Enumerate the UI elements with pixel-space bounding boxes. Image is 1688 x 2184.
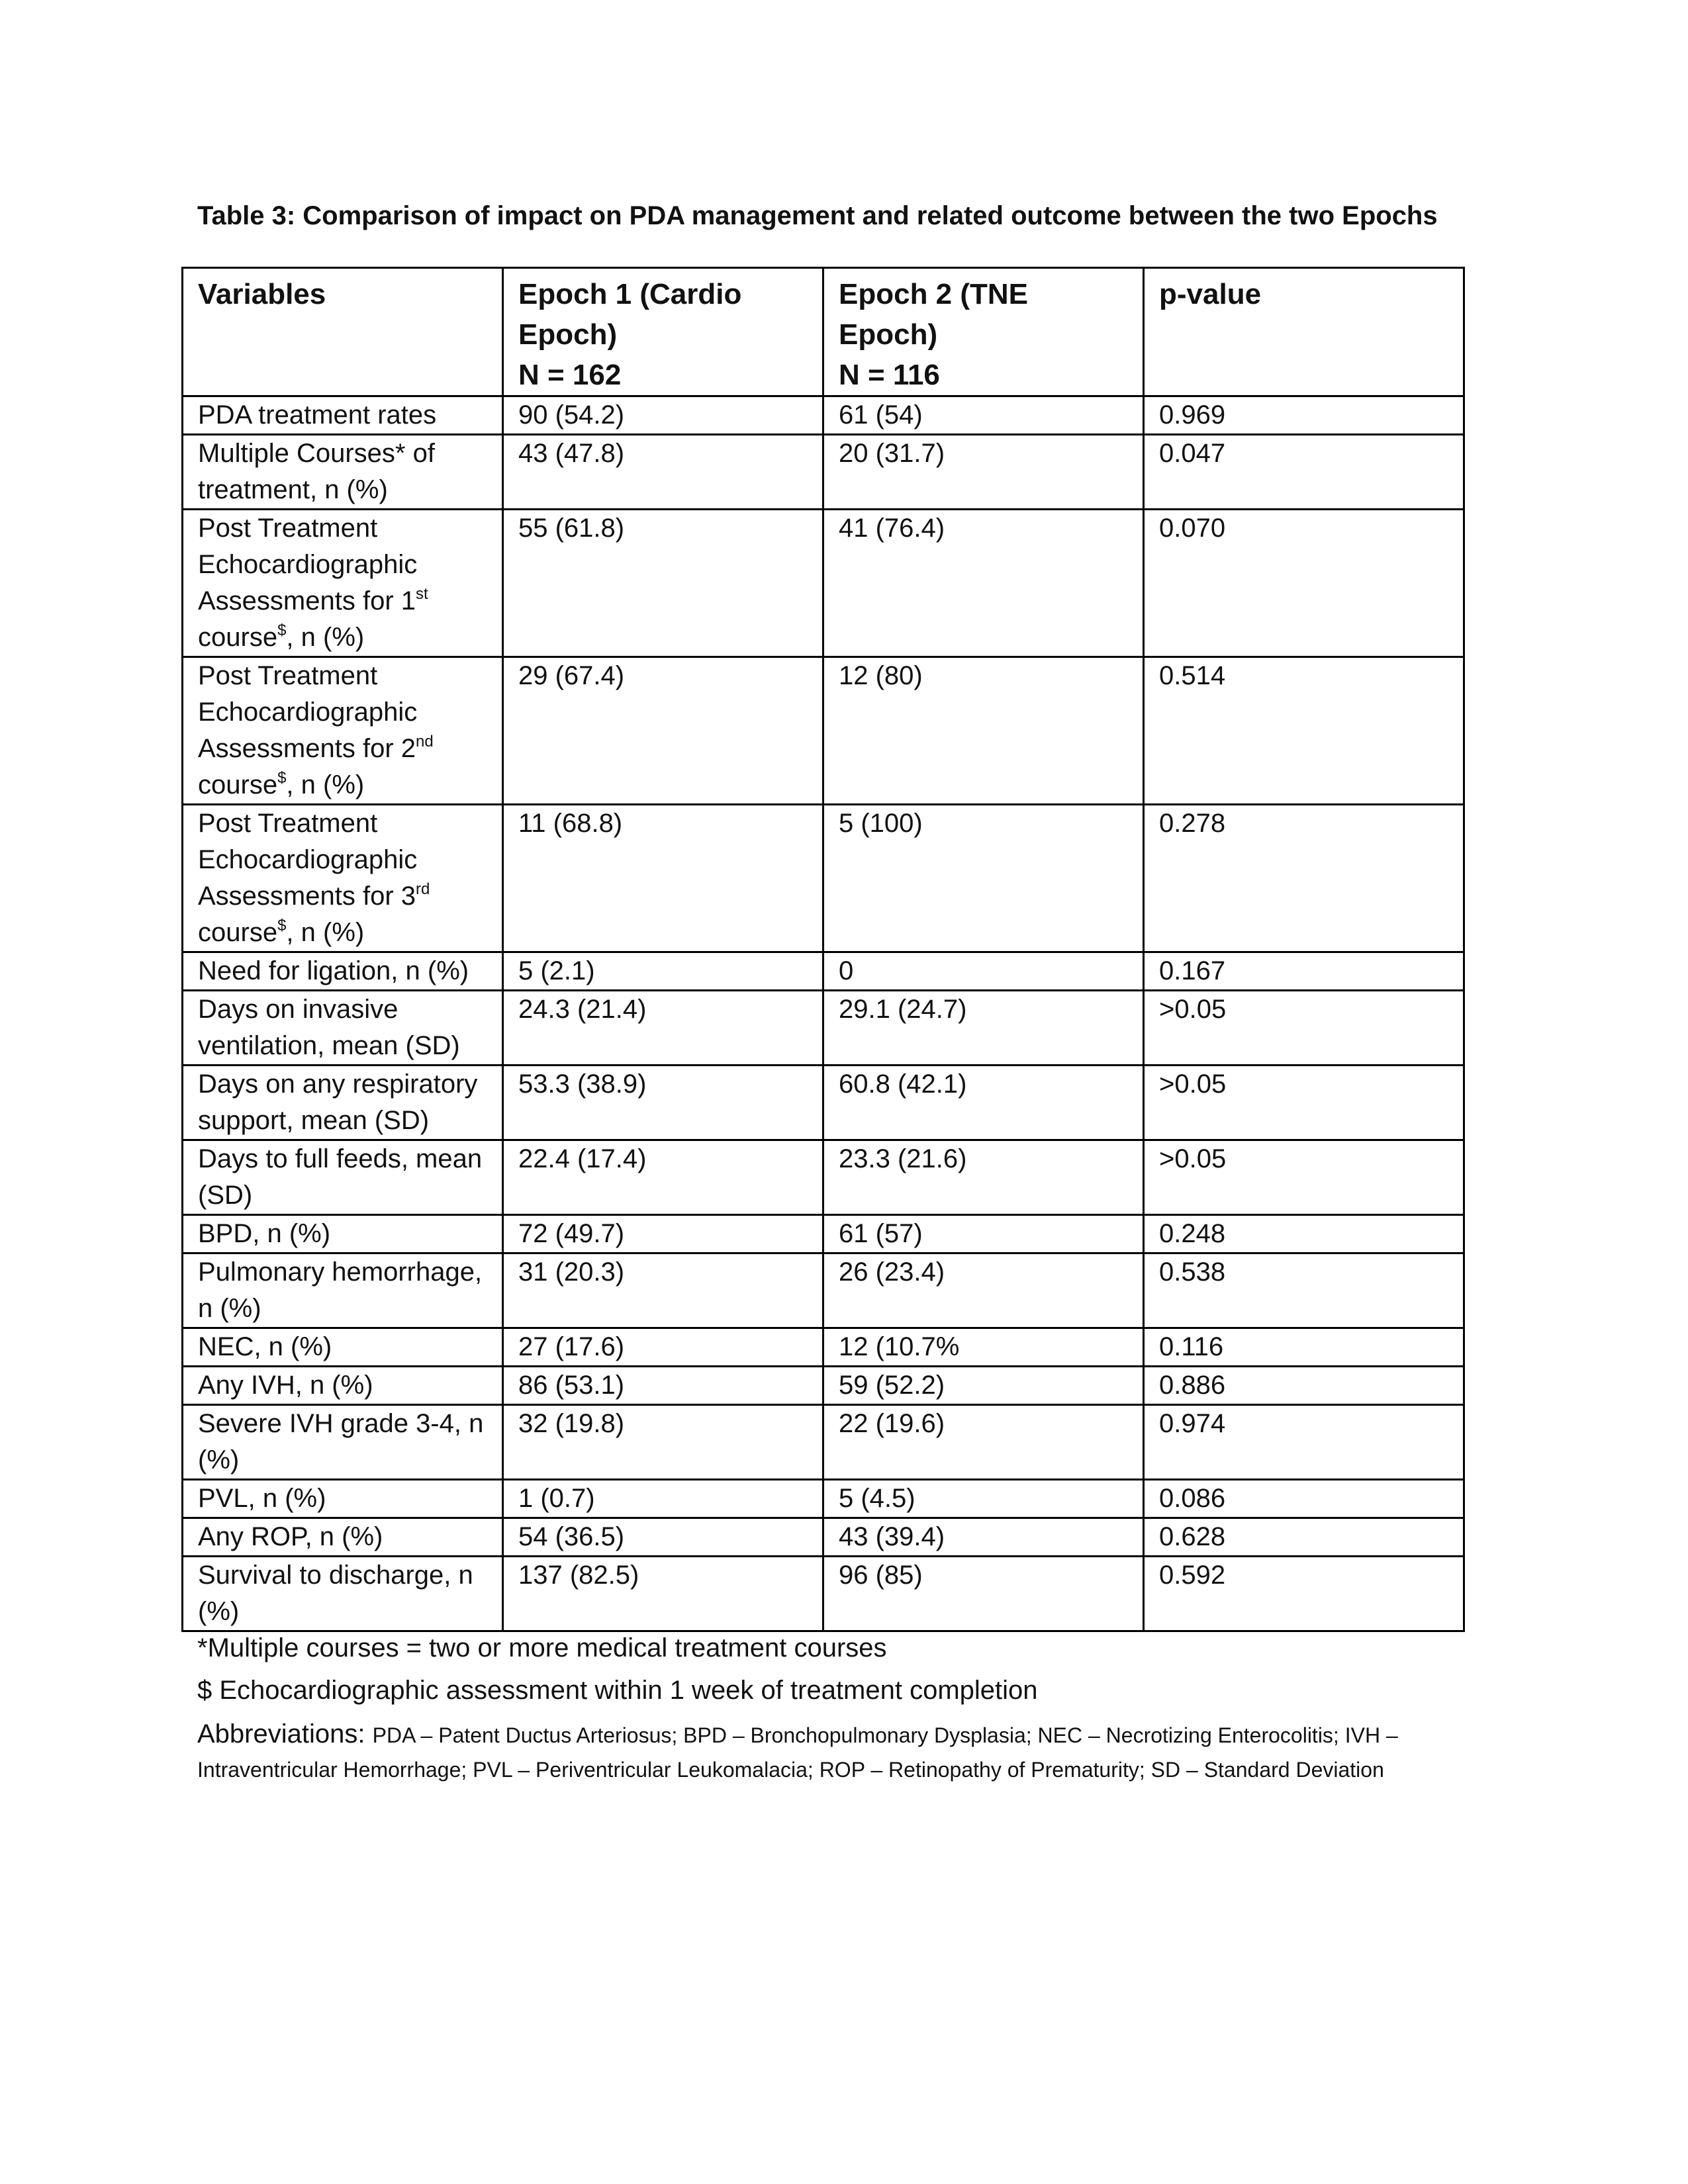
cell-variable: BPD, n (%) (183, 1215, 503, 1253)
table-row (183, 805, 1464, 952)
cell-variable: PVL, n (%) (183, 1480, 503, 1518)
cell-epoch-2: 61 (54) (823, 396, 1144, 435)
cell-variable: Severe IVH grade 3-4, n (%) (183, 1405, 503, 1480)
cell-variable-text: Post Treatment Echocardiographic Assessments for 3 (198, 809, 418, 911)
cell-epoch-1: 43 (47.8) (503, 435, 823, 510)
cell-variable: Pulmonary hemorrhage, n (%) (183, 1253, 503, 1328)
cell-variable: Any ROP, n (%) (183, 1518, 503, 1557)
cell-epoch-2: 60.8 (42.1) (823, 1066, 1144, 1140)
table-row (183, 1405, 1464, 1480)
cell-epoch-2: 43 (39.4) (823, 1518, 1144, 1557)
cell-variable-text: , n (%) (286, 623, 365, 652)
table-header-row (183, 268, 1464, 396)
table-row (183, 1518, 1464, 1557)
cell-p-value: 0.167 (1144, 952, 1464, 991)
cell-epoch-1: 11 (68.8) (503, 805, 823, 952)
cell-epoch-2: 29.1 (24.7) (823, 991, 1144, 1066)
cell-variable-footnote-mark: $ (277, 621, 287, 639)
cell-epoch-2: 22 (19.6) (823, 1405, 1144, 1480)
cell-epoch-1: 72 (49.7) (503, 1215, 823, 1253)
cell-p-value: 0.070 (1144, 510, 1464, 657)
cell-p-value: 0.248 (1144, 1215, 1464, 1253)
table-title: Table 3: Comparison of impact on PDA management and related outcome between the two Epochs (197, 201, 1438, 230)
abbreviations-text-1: PDA – Patent Ductus Arteriosus; BPD – Bronchopulmonary Dysplasia; NEC – Necrotizing Enterocolitis; IVH – (372, 1723, 1398, 1747)
cell-variable-text: , n (%) (286, 770, 365, 799)
cell-epoch-2: 20 (31.7) (823, 435, 1144, 510)
footnote-echo: $ Echocardiographic assessment within 1 week of treatment completion (197, 1676, 1038, 1705)
cell-epoch-2: 12 (80) (823, 657, 1144, 805)
cell-p-value: 0.514 (1144, 657, 1464, 805)
header-epoch-1-line-2: Epoch) (518, 318, 618, 351)
cell-variable-text: course (198, 623, 278, 652)
table-row (183, 991, 1464, 1066)
cell-epoch-1: 55 (61.8) (503, 510, 823, 657)
cell-epoch-2: 5 (100) (823, 805, 1144, 952)
cell-epoch-1: 29 (67.4) (503, 657, 823, 805)
table-row (183, 1140, 1464, 1215)
cell-epoch-2: 61 (57) (823, 1215, 1144, 1253)
cell-variable-text: , n (%) (286, 918, 365, 947)
cell-epoch-2: 5 (4.5) (823, 1480, 1144, 1518)
table-row (183, 952, 1464, 991)
cell-epoch-1: 22.4 (17.4) (503, 1140, 823, 1215)
cell-variable-ordinal: nd (416, 733, 434, 751)
abbreviations-line-1 (197, 1714, 1521, 1755)
header-epoch-1 (503, 268, 823, 396)
header-p-value (1144, 268, 1464, 396)
cell-variable-ordinal: rd (416, 880, 430, 898)
cell-epoch-2: 12 (10.7% (823, 1328, 1144, 1367)
cell-epoch-2: 41 (76.4) (823, 510, 1144, 657)
table-row (183, 1253, 1464, 1328)
table-row (183, 657, 1464, 805)
cell-epoch-2: 23.3 (21.6) (823, 1140, 1144, 1215)
cell-variable: Survival to discharge, n (%) (183, 1557, 503, 1631)
cell-variable: NEC, n (%) (183, 1328, 503, 1367)
cell-variable (183, 657, 503, 805)
table-row (183, 1066, 1464, 1140)
cell-p-value: 0.592 (1144, 1557, 1464, 1631)
cell-epoch-2: 96 (85) (823, 1557, 1144, 1631)
table-row (183, 1480, 1464, 1518)
cell-epoch-2: 0 (823, 952, 1144, 991)
abbreviations-label: Abbreviations: (197, 1719, 365, 1749)
header-epoch-2 (823, 268, 1144, 396)
header-variables-line: Variables (198, 278, 326, 310)
cell-variable-footnote-mark: $ (277, 917, 287, 934)
cell-p-value: 0.628 (1144, 1518, 1464, 1557)
cell-p-value: 0.086 (1144, 1480, 1464, 1518)
cell-epoch-1: 5 (2.1) (503, 952, 823, 991)
cell-p-value: 0.974 (1144, 1405, 1464, 1480)
cell-variable (183, 805, 503, 952)
cell-variable-footnote-mark: $ (277, 769, 287, 787)
cell-p-value: >0.05 (1144, 1140, 1464, 1215)
header-variables (183, 268, 503, 396)
table-row (183, 1367, 1464, 1405)
cell-variable: Days on invasive ventilation, mean (SD) (183, 991, 503, 1066)
header-epoch-2-line-1: Epoch 2 (TNE Epoch) (839, 278, 1029, 351)
cell-p-value: >0.05 (1144, 991, 1464, 1066)
cell-p-value: 0.278 (1144, 805, 1464, 952)
cell-epoch-1: 86 (53.1) (503, 1367, 823, 1405)
header-epoch-1-line-1: Epoch 1 (Cardio (518, 278, 742, 310)
header-p-value-line: p-value (1159, 278, 1262, 310)
cell-variable-ordinal: st (416, 585, 428, 603)
table-body (183, 396, 1464, 1631)
cell-variable-text: Post Treatment Echocardiographic Assessments for 1 (198, 514, 418, 615)
cell-epoch-1: 137 (82.5) (503, 1557, 823, 1631)
cell-variable: Multiple Courses* of treatment, n (%) (183, 435, 503, 510)
cell-variable: Need for ligation, n (%) (183, 952, 503, 991)
cell-variable (183, 510, 503, 657)
cell-p-value: 0.116 (1144, 1328, 1464, 1367)
cell-variable: Any IVH, n (%) (183, 1367, 503, 1405)
header-epoch-2-line-2: N = 116 (839, 359, 940, 391)
cell-epoch-1: 24.3 (21.4) (503, 991, 823, 1066)
cell-variable: Days to full feeds, mean (SD) (183, 1140, 503, 1215)
cell-variable: Days on any respiratory support, mean (SD) (183, 1066, 503, 1140)
cell-epoch-1: 27 (17.6) (503, 1328, 823, 1367)
cell-epoch-1: 1 (0.7) (503, 1480, 823, 1518)
cell-epoch-1: 32 (19.8) (503, 1405, 823, 1480)
cell-variable: PDA treatment rates (183, 396, 503, 435)
cell-variable-text: Post Treatment Echocardiographic Assessments for 2 (198, 661, 418, 763)
cell-p-value: 0.969 (1144, 396, 1464, 435)
cell-p-value: 0.886 (1144, 1367, 1464, 1405)
table-row (183, 1328, 1464, 1367)
cell-variable-text: course (198, 770, 278, 799)
cell-variable-text: course (198, 918, 278, 947)
table-row (183, 1557, 1464, 1631)
header-epoch-1-line-3: N = 162 (518, 359, 622, 391)
cell-epoch-1: 90 (54.2) (503, 396, 823, 435)
cell-epoch-1: 53.3 (38.9) (503, 1066, 823, 1140)
cell-epoch-1: 31 (20.3) (503, 1253, 823, 1328)
cell-epoch-1: 54 (36.5) (503, 1518, 823, 1557)
cell-p-value: 0.047 (1144, 435, 1464, 510)
comparison-table (181, 267, 1465, 1632)
table-row (183, 510, 1464, 657)
abbreviations-line-2: Intraventricular Hemorrhage; PVL – Periventricular Leukomalacia; ROP – Retinopathy of Prematurity; SD – Standard Deviation (197, 1758, 1384, 1782)
cell-p-value: 0.538 (1144, 1253, 1464, 1328)
table-row (183, 435, 1464, 510)
cell-epoch-2: 59 (52.2) (823, 1367, 1144, 1405)
table-row (183, 396, 1464, 435)
cell-epoch-2: 26 (23.4) (823, 1253, 1144, 1328)
footnote-multiple-courses: *Multiple courses = two or more medical treatment courses (197, 1633, 887, 1662)
cell-p-value: >0.05 (1144, 1066, 1464, 1140)
table-row (183, 1215, 1464, 1253)
